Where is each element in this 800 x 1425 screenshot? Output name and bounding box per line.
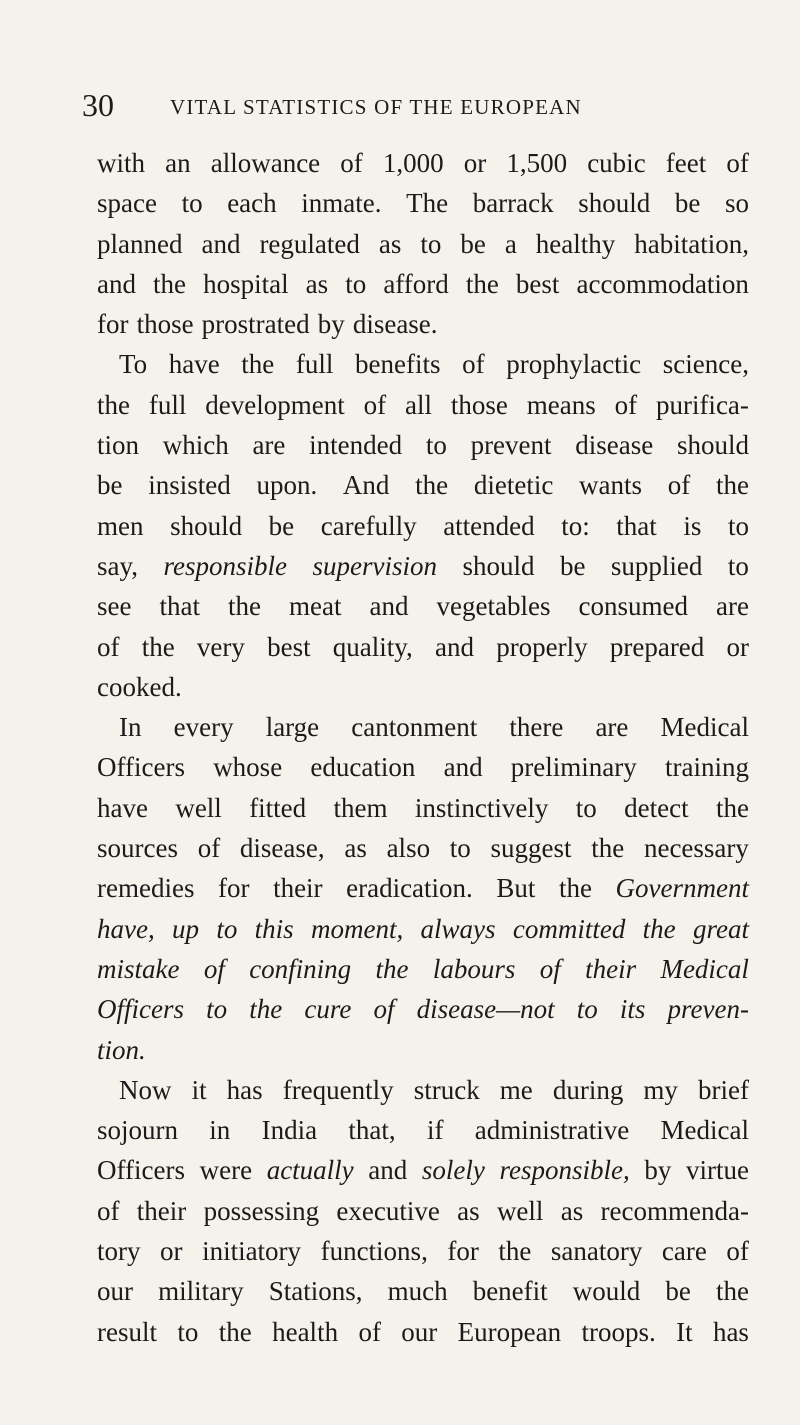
word: sources [97, 833, 178, 864]
word: tory [97, 1236, 141, 1267]
word: the [141, 631, 175, 662]
text-line [97, 1030, 749, 1070]
word: an [165, 148, 191, 178]
text-line [97, 586, 749, 626]
word: or [726, 631, 749, 662]
text-line [97, 264, 749, 304]
text-line [97, 868, 749, 908]
italic-word: its [619, 994, 646, 1025]
word: benefit [472, 1276, 548, 1307]
word: the [97, 389, 130, 420]
word: a [504, 228, 517, 259]
italic-word: the [375, 953, 409, 984]
word: well [496, 1195, 544, 1226]
word: barrack [472, 188, 554, 219]
word: Officers [97, 752, 185, 783]
word: preliminary [510, 752, 637, 783]
word: be [665, 1276, 691, 1307]
text-line [97, 344, 749, 384]
word: that [159, 591, 200, 622]
word: or [463, 148, 487, 178]
word: by [317, 309, 345, 340]
word: during [552, 1074, 624, 1105]
word: administrative [474, 1115, 630, 1146]
word: to [177, 1316, 199, 1347]
word: the [218, 1316, 252, 1347]
word: prostrated [201, 309, 310, 340]
word: Officers [97, 1155, 185, 1186]
word: the [715, 1276, 749, 1307]
word: much [387, 1276, 448, 1307]
italic-word: confining [249, 953, 352, 984]
italic-word: to [216, 913, 238, 944]
word: are [716, 591, 749, 622]
word: to [727, 510, 749, 541]
word: properly [496, 631, 588, 662]
word: whose [213, 752, 283, 783]
word: care [661, 1236, 707, 1267]
word: quality, [332, 631, 413, 662]
word: by [644, 1155, 672, 1186]
word: brief [697, 1074, 749, 1105]
word: upon. [256, 470, 318, 501]
word: education [310, 752, 416, 783]
word: say, [97, 550, 138, 581]
italic-word: their [585, 953, 637, 984]
word: the [591, 833, 625, 864]
word: vegetables [436, 591, 551, 622]
text-line [97, 506, 749, 546]
word: space [97, 188, 157, 219]
word: as [305, 268, 329, 299]
italic-word: supervision [312, 550, 437, 581]
word: necessary [643, 833, 749, 864]
italic-word: of [203, 953, 225, 984]
word: to [420, 228, 442, 259]
word: Medical [660, 712, 749, 743]
word: habitation, [634, 228, 749, 259]
word: 1,000 [382, 148, 444, 178]
word: that, [348, 1115, 396, 1146]
word: the [241, 349, 275, 380]
word: as [344, 833, 367, 864]
word: of [462, 349, 485, 380]
word: best [267, 631, 311, 662]
italic-word: labours [432, 953, 516, 984]
word: In [119, 712, 142, 743]
word: for [447, 1236, 479, 1267]
word: meat [289, 591, 342, 622]
word: to [449, 833, 471, 864]
word: benefits [355, 349, 441, 380]
italic-word: responsible [163, 550, 287, 581]
word: the [715, 470, 749, 501]
word: the [465, 268, 499, 299]
italic-word: of [539, 953, 561, 984]
text-line [97, 546, 749, 586]
word: to [727, 550, 749, 581]
word: cubic [587, 148, 646, 178]
word: be [559, 550, 586, 581]
word: that [616, 510, 657, 541]
word: sanatory [550, 1236, 643, 1267]
word: is [683, 510, 702, 541]
word: are [252, 430, 286, 461]
word: their [273, 873, 323, 904]
text-line [97, 828, 749, 868]
word: insisted [148, 470, 231, 501]
word: of [97, 631, 120, 662]
text-line [97, 788, 749, 828]
word: were [199, 1155, 253, 1186]
word: see [97, 591, 132, 622]
word: military [158, 1276, 244, 1307]
word: them [333, 792, 388, 823]
word: And [342, 470, 390, 501]
word: purifica- [655, 389, 749, 420]
italic-word: to [576, 994, 598, 1025]
word: Now [119, 1074, 172, 1105]
word: of [97, 1195, 120, 1226]
word: prepared [609, 631, 705, 662]
word: have [168, 349, 220, 380]
word: virtue [686, 1155, 749, 1186]
word: the [415, 470, 449, 501]
italic-word: Medical [660, 953, 749, 984]
word: troops. [581, 1316, 656, 1347]
italic-word: of [373, 994, 395, 1025]
word: the [558, 873, 592, 904]
word: disease [575, 430, 654, 461]
word: of [614, 389, 638, 420]
word: the [228, 591, 262, 622]
word: their [136, 1195, 187, 1226]
word: suggest [490, 833, 572, 864]
text-line [97, 949, 749, 989]
word: would [572, 1276, 641, 1307]
text-line [97, 747, 749, 787]
word: to [575, 792, 597, 823]
word: wants [579, 470, 643, 501]
text-line [97, 667, 749, 707]
word: very [196, 631, 245, 662]
word: initiatory [202, 1236, 302, 1267]
word: large [265, 712, 320, 743]
word: of [726, 148, 749, 178]
text-line [97, 224, 749, 264]
word: and [369, 591, 409, 622]
italic-word: actually [266, 1155, 354, 1186]
word: to [425, 430, 447, 461]
word: me [499, 1074, 533, 1105]
word: those [136, 309, 194, 340]
word: disease. [352, 309, 438, 340]
word: training [664, 752, 749, 783]
word: afford [383, 268, 449, 299]
word: science, [662, 349, 749, 380]
word: tion [97, 430, 140, 461]
italic-word: moment, [311, 913, 404, 944]
word: hospital [203, 268, 289, 299]
italic-word: cure [304, 994, 352, 1025]
word: of [667, 470, 691, 501]
text-line [97, 627, 749, 667]
word: have [97, 792, 148, 823]
word: cooked. [97, 671, 182, 702]
word: cantonment [351, 712, 478, 743]
word: possessing [203, 1195, 320, 1226]
word: dietetic [473, 470, 554, 501]
word: be [268, 510, 295, 541]
word: best [515, 268, 560, 299]
word: there [509, 712, 564, 743]
word: attended [443, 510, 535, 541]
word: consumed [578, 591, 688, 622]
word: has [226, 1074, 263, 1105]
word: every [173, 712, 234, 743]
word: healthy [535, 228, 616, 259]
word: Medical [660, 1115, 749, 1146]
body-text [97, 143, 749, 1352]
text-line [97, 183, 749, 223]
word: frequently [282, 1074, 394, 1105]
word: be [674, 188, 701, 219]
italic-word: the [249, 994, 283, 1025]
word: result [97, 1316, 157, 1347]
italic-word: this [254, 913, 294, 944]
word: to [345, 268, 367, 299]
word: all [404, 389, 432, 420]
word: in [209, 1115, 231, 1146]
word: The [406, 188, 449, 219]
word: remedies [97, 873, 195, 904]
italic-word: solely [421, 1155, 485, 1186]
word: and [368, 1155, 408, 1186]
word: and [201, 228, 241, 259]
word: India [261, 1115, 318, 1146]
word: men [97, 510, 144, 541]
word: sojourn [97, 1115, 178, 1146]
running-head [82, 88, 742, 122]
italic-word: responsible, [499, 1155, 630, 1186]
italic-word: mistake [97, 953, 180, 984]
word: my [643, 1074, 678, 1105]
word: feet [665, 148, 707, 178]
text-line [97, 425, 749, 465]
word: our [401, 1316, 438, 1347]
word: allowance [210, 148, 321, 178]
italic-word: tion. [97, 1034, 146, 1065]
text-line [97, 1070, 749, 1110]
italic-word: great [692, 913, 749, 944]
word: regulated [259, 228, 360, 259]
word: of [726, 1236, 749, 1267]
word: intended [309, 430, 403, 461]
word: those [450, 389, 508, 420]
text-line [97, 1191, 749, 1231]
word: fitted [249, 792, 307, 823]
word: should [170, 510, 243, 541]
word: well [175, 792, 222, 823]
italic-word: up [172, 913, 200, 944]
word: should [676, 430, 749, 461]
word: or [160, 1236, 183, 1267]
word: so [724, 188, 749, 219]
word: with [97, 148, 146, 178]
italic-word: the [642, 913, 676, 944]
text-line [97, 909, 749, 949]
word: be [460, 228, 486, 259]
italic-word: Government [615, 873, 749, 904]
word: each [227, 188, 277, 219]
word: be [97, 470, 123, 501]
word: of [340, 148, 363, 178]
text-line [97, 1150, 749, 1190]
word: which [162, 430, 229, 461]
text-line [97, 385, 749, 425]
word: But [496, 873, 536, 904]
italic-word: preven- [667, 994, 749, 1025]
word: the [498, 1236, 532, 1267]
word: for [218, 873, 250, 904]
running-title: VITAL STATISTICS OF THE EUROPEAN [170, 95, 582, 119]
italic-word: always [420, 913, 496, 944]
word: supplied [610, 550, 703, 581]
word: inmate. [301, 188, 382, 219]
text-line [97, 1110, 749, 1150]
word: has [712, 1316, 749, 1347]
word: as [560, 1195, 584, 1226]
word: also [386, 833, 431, 864]
italic-word: Officers [97, 994, 184, 1025]
italic-word: disease—not [416, 994, 555, 1025]
word: accommodation [576, 268, 749, 299]
word: European [457, 1316, 562, 1347]
word: of [358, 1316, 381, 1347]
text-line [97, 143, 749, 183]
word: development [205, 389, 345, 420]
word: full [295, 349, 334, 380]
word: carefully [320, 510, 417, 541]
text-line [97, 304, 749, 344]
word: the [715, 792, 749, 823]
word: of [197, 833, 221, 864]
word: are [595, 712, 629, 743]
word: as [378, 228, 402, 259]
word: disease, [239, 833, 325, 864]
word: recommenda- [600, 1195, 749, 1226]
page-number: 30 [82, 87, 114, 123]
word: eradication. [346, 873, 473, 904]
word: To [119, 349, 148, 380]
word: detect [624, 792, 689, 823]
word: planned [97, 228, 183, 259]
word: functions, [320, 1236, 428, 1267]
word: health [272, 1316, 339, 1347]
word: and [435, 631, 474, 662]
italic-word: have, [97, 913, 155, 944]
word: it [191, 1074, 207, 1105]
text-line [97, 1271, 749, 1311]
word: prophylactic [506, 349, 642, 380]
word: the [153, 268, 187, 299]
text-line [97, 707, 749, 747]
word: to: [561, 510, 590, 541]
word: 1,500 [506, 148, 568, 178]
italic-word: to [206, 994, 228, 1025]
word: if [426, 1115, 444, 1146]
word: our [97, 1276, 133, 1307]
text-line [97, 1231, 749, 1271]
word: struck [413, 1074, 480, 1105]
word: instinctively [414, 792, 549, 823]
word: to [181, 188, 203, 219]
word: means [526, 389, 596, 420]
word: should [462, 550, 535, 581]
word: and [97, 268, 136, 299]
word: executive [336, 1195, 440, 1226]
word: as [457, 1195, 480, 1226]
italic-word: committed [512, 913, 626, 944]
word: Stations, [268, 1276, 363, 1307]
word: full [148, 389, 187, 420]
text-line [97, 465, 749, 505]
word: It [676, 1316, 693, 1347]
word: should [578, 188, 651, 219]
word: prevent [470, 430, 552, 461]
word: and [443, 752, 483, 783]
word: of [363, 389, 387, 420]
text-line [97, 1312, 749, 1352]
text-line [97, 989, 749, 1029]
word: for [97, 309, 129, 340]
